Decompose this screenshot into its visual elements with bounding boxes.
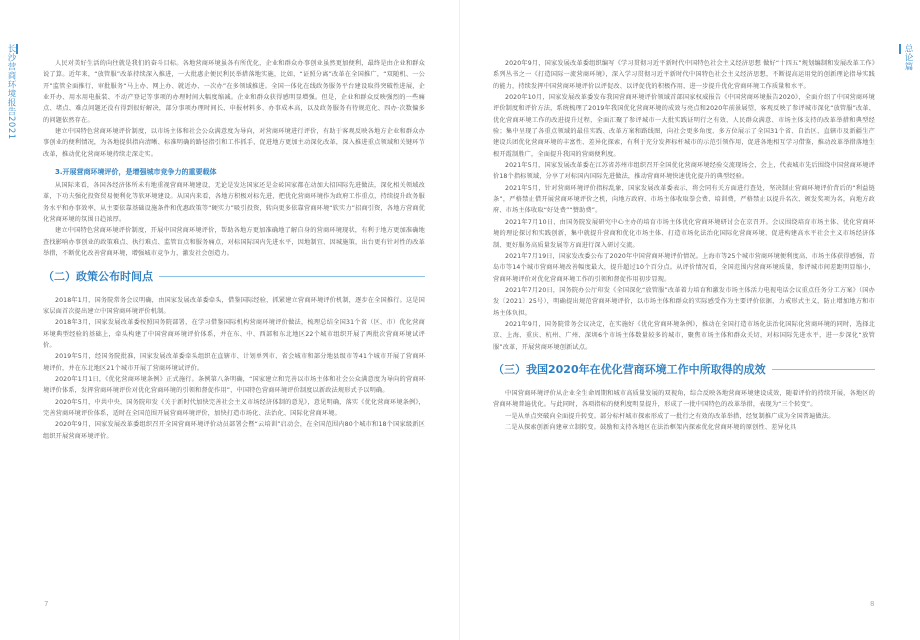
body-paragraph: 2020年10月，国家发展改革委发布我国营商环境评价领域首部国家权威报告《中国营商环境报告2020》，全面介绍了中国营商环境评价制度和评价方法，系统梳理了2019年我国优化营商环境的成效与亮点和2020年前景展望，客观反映了参评城市深化“放管服”改革、优化营商环境工作的改进提升过程，全面汇聚了参评城市一大批实践证明行之有效、人民群众满意、市场主体支持的改革举措和典型经验；集中呈现了各重点领域的最佳实践、改革方案和路线图，向社会更多角度、多方位展示了全国31个省、自治区、直辖市及新疆生产建设兵团优化营商环境的丰富性、差异化探索，有利于充分发挥标杆城市的示范引领作用，促进各地相互学习借鉴，推动改革举措落地生根开霞制胜广，全面提升我国的营商便利度。 [493, 94, 875, 158]
body-paragraph: 2021年5月，针对营商环境评价指标乱象，国家发展改革委表示，将会同有关方面进行查处，坚决制止营商环境评价背后的“利益链条”，严格禁止借开展营商环境评价之机，向地方政府、市场主体收取拳会费、培训费，严格禁止以提升名次、颁发奖项为名，向地方政府、市场主体收取“好处费”“赞助费”。 [493, 184, 875, 215]
body-paragraph: 2018年3月，国家发展改革委按照国务院部署，在学习借鉴国际机构营商环境评价做法，梳理总结全国31个省（区、市）优化营商环境典型经验的基础上，牵头构建了中国营商环境评价体系，并在东、中、西部和东北地区22个城市组织开展了两批次营商环境试评价。 [43, 319, 425, 349]
body-paragraph: 2021年7月20日，国务院办公厅印发《全国深化“放管服”改革着力培育和激发市场主体活力电视电话会议重点任务分工方案》（国办发〔2021〕25号），明确提出规范营商环境评价，以市场主体和群众的实际感受作为主要评价依据，力戒形式主义，防止增加地方和市场主体负担。 [493, 286, 875, 317]
body-paragraph: 一是从单点突破向全面提升转变。部分标杆城市探索形成了一批行之有效的改革举措，经复制推广成为全国普遍做法。 [505, 412, 835, 420]
body-paragraph: 2021年9月，国务院常务会议决定，在实施好《优化营商环境条例》，推动在全国打造市场化法治化国际化营商环境的同时，选择北京、上海、重庆、杭州、广州、深圳6个市场主体数量较多的城市，聚焦市场主体和群众关切，对标国际先进水平，进一步深化“放管服”改革，开展营商环境创新试点。 [493, 320, 875, 351]
body-paragraph: 2020年9月，国家发展改革委组织编写《学习贯彻习近平新时代中国特色社会主义经济思想 做好“十四五”规划编制和发展改革工作》系列丛书之一《打造国际一流营商环境》，深入学习贯彻习近平新时代中国特色社会主义经济思想，不断提高运用党的创新理论指导实践的能力，持续发挥中国营商环境评价以评促改、以评促优的积极作用，进一步提升优化营商环境工作质量和水平。 [493, 60, 875, 90]
section-title: （三）我国2020年在优化营商环境工作中所取得的成效 [493, 360, 772, 380]
left-page-column [43, 58, 425, 442]
body-paragraph: 2021年5月，国家发展改革委在江苏省苏州市组织召开全国优化营商环境经验交流现场会，会上，代表城市先后围绕中国营商环境评价18个指标领域，分享了对标国内国际先进做法，推动营商环境快速优化提升的典型经验。 [493, 162, 875, 181]
body-paragraph: 建立中国特色营商环境评价制度，开展中国营商环境评价，帮助各地方更加准确地了解自身的营商环境现状，有利于地方更加准确地查找影响办事创业的政策难点、执行难点、监管盲点和服务痛点，对标国际国内先进水平，因地制宜、因城施策，出台更有针对性的改革举措，不断优化改善营商环境，增强城市竞争力，激发社会创造力。 [43, 227, 425, 258]
body-paragraph: 建立中国特色营商环境评价制度，以市场主体和社会公众满意度为导向，对营商环境进行评价，有助于客观反映各地方企业和群众办事创业的便利情况，为各地提供指向清晰、标准明确的路径指引和工作抓手，促进地方更加主动深化改革，深入推进重点领域和关键环节改革，推动优化营商环境持续走深走实。 [43, 128, 425, 158]
body-paragraph: 2019年5月，经国务院批准，国家发展改革委牵头组织在直辖市、计划单列市、省会城市和部分地县级市等41个城市开展了营商环境评价，并在东北地区21个城市开展了营商环境试评价。 [43, 353, 425, 372]
body-paragraph: 2020年9月，国家发展改革委组织召开全国营商环境评价动员部署会暨“云培训”启动会，在全国范围内80个城市和18个国家级新区组织开展营商环境评价。 [43, 421, 425, 440]
body-paragraph: 2020年1月1日，《优化营商环境条例》正式施行。条例第八条明确，“国家建立和完善以市场主体和社会公众满意度为导向的营商环境评价体系，发挥营商环境评价对优化营商环境的引领和督促作用”，中国特色营商环境评价制度以新政法规形式予以明确。 [43, 375, 425, 395]
body-paragraph: 2020年5月，中共中央、国务院印发《关于新时代加快完善社会主义市场经济体制的意见》，意见明确，落实《优化营商环境条例》，完善营商环境评价体系，适时在全国范围开展营商环境评价，加快打造市场化、法治化、国际化营商环境。 [43, 398, 425, 417]
section-title: （二）政策公布时间点 [43, 267, 159, 287]
body-paragraph: 中国营商环境评价从企业全生命周期和城市高质量发展的双视角，综合反映各地营商环境建设成效，随着评价的持续开展，各地区的营商环境普遍优化。与此同时，各项指标的便利度明显提升，形成了一批中国特色的改革举措，表现为“三个转变”。 [493, 389, 875, 409]
body-paragraph: 2018年1月，国务院常务会议明确，由国家发展改革委牵头，借鉴国际经验，抓紧建立营商环境评价机制，逐步在全国推行。这是国家层面首次提出建立中国营商环境评价机制。 [43, 296, 425, 315]
section-heading [493, 359, 875, 381]
body-paragraph: 从国际来看，各国各经济体所未有地重视营商环境建设，无论是发达国家还是金砖国家都在动加大招国际先进做法，深化相关领域改革，下功夫强化投资贸易便利化等软环境建设。从国内来看，各地方积极对标先进，把优化营商环境作为政府工作重点，持续提升政务服务水平和办事效率，从主要依靠基础设施条件和优惠政策等“硬实力”吸引投资，转向更多依靠营商环境“软实力”招商引资，各地方营商优化营商环境的氛围日趋浓厚。 [43, 182, 425, 224]
side-tab-left: 长沙营商环境报告2021 [6, 44, 16, 140]
body-paragraph: 人民对美好生活的向往就是我们的奋斗目标。各地营商环境虽各有所优化，企业和群众办事创业虽然更加便利，最终是由企业和群众说了算。近年来，“放管服”改革持续深入推进，一大批惠企便民利民举措落地实施，比如，“证照分离”改革在全国推广，“双随机、一公开”监管全面推行，审批服务“马上办、网上办、就近办、一次办”在多领域推进。全国一体化在线政务服务平台建设取得突破性进展，企业开办、用水用电报装、不动产登记等事项的办理时间大幅度缩减。企业和群众获得感明显增强。但是，企业和群众反映强烈的一些痛点、堵点、难点问题还没有得到很好解决，部分事项办理时间长、申报材料多、办事成本高，以及政务服务有待规范化、四办·次数偏多的问题依然存在。 [43, 60, 425, 124]
body-paragraph: 2021年7月10日，由国务院发展研究中心主办的培育市场主体优化营商环境研讨会在京召开。会议围绕培育市场主体、优化营商环境的理论探讨和实践创新，集中就提升营商和优化市场主体、打造市场化法治化国际化营商环境、促进构建高水平社会主义市场经济体制、更好服务高质量发展等方面进行深入研讨交流。 [493, 218, 875, 249]
page-number-left: 7 [44, 600, 49, 608]
page-gutter [459, 0, 460, 640]
subheading: 3.开展营商环境评价，是增强城市竞争力的重要载体 [55, 168, 217, 177]
side-tab-right: 总论篇 [903, 44, 913, 71]
section-heading [43, 266, 425, 288]
page-number-right: 8 [870, 600, 875, 608]
right-page-column [493, 58, 875, 433]
body-paragraph: 2021年7月19日，国家发改委公布了2020年中国营商环境评价情况。上海市等25个城市营商环境便利度高、市场主体获得感强，青岛市等14个城市营商环境改善幅度最大，提升超过10个百分点。从评价情况看，全国范围内营商环境质量，参评城市间差距明显缩小，营商环境评价对优化营商环境工作的引领和督促作用初步显现。 [493, 252, 875, 283]
body-paragraph: 二是从探索创新向建章立制转变。鼓励和支持各地区在法治框架内探索优化营商环境的原创性、差异化具 [505, 423, 797, 431]
